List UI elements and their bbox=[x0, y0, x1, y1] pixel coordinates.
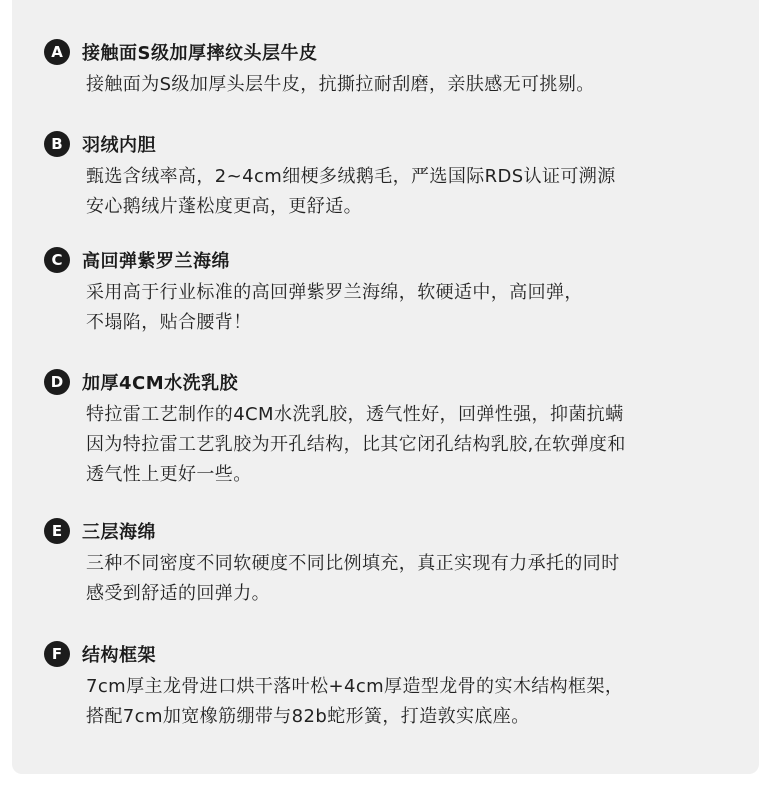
feature-header bbox=[44, 368, 744, 396]
description-line: 接触面为S级加厚头层牛皮，抗撕拉耐刮磨，亲肤感无可挑剔。 bbox=[86, 74, 595, 95]
description-line: 采用高于行业标准的高回弹紫罗兰海绵，软硬适中，高回弹， bbox=[86, 282, 583, 303]
feature-item-b bbox=[44, 130, 744, 222]
feature-title: 高回弹紫罗兰海绵 bbox=[82, 251, 230, 272]
description-line: 7cm厚主龙骨进口烘干落叶松+4cm厚造型龙骨的实木结构框架， bbox=[86, 676, 624, 697]
feature-description bbox=[86, 70, 744, 100]
feature-description bbox=[86, 549, 744, 609]
feature-item-a bbox=[44, 38, 744, 100]
feature-item-d bbox=[44, 368, 744, 490]
description-line: 三种不同密度不同软硬度不同比例填充，真正实现有力承托的同时 bbox=[86, 553, 620, 574]
feature-header bbox=[44, 246, 744, 274]
letter-badge: E bbox=[44, 518, 70, 544]
feature-title: 接触面S级加厚摔纹头层牛皮 bbox=[82, 43, 318, 64]
letter-badge: A bbox=[44, 39, 70, 65]
feature-title: 加厚4CM水洗乳胶 bbox=[82, 373, 239, 394]
letter-badge: D bbox=[44, 369, 70, 395]
feature-title: 三层海绵 bbox=[82, 522, 156, 543]
letter-badge: C bbox=[44, 247, 70, 273]
description-line: 特拉雷工艺制作的4CM水洗乳胶，透气性好，回弹性强，抑菌抗螨 bbox=[86, 404, 624, 425]
feature-description bbox=[86, 162, 744, 222]
feature-title: 羽绒内胆 bbox=[82, 135, 156, 156]
description-line: 透气性上更好一些。 bbox=[86, 464, 252, 485]
feature-description bbox=[86, 278, 744, 338]
feature-header bbox=[44, 38, 744, 66]
feature-header bbox=[44, 517, 744, 545]
letter-badge: F bbox=[44, 641, 70, 667]
feature-card bbox=[12, 0, 759, 774]
feature-header bbox=[44, 130, 744, 158]
description-line: 搭配7cm加宽橡筋绷带与82b蛇形簧，打造敦实底座。 bbox=[86, 706, 530, 727]
feature-item-c bbox=[44, 246, 744, 338]
description-line: 感受到舒适的回弹力。 bbox=[86, 583, 270, 604]
feature-item-e bbox=[44, 517, 744, 609]
letter-badge: B bbox=[44, 131, 70, 157]
description-line: 因为特拉雷工艺乳胶为开孔结构，比其它闭孔结构乳胶,在软弹度和 bbox=[86, 434, 626, 455]
description-line: 安心鹅绒片蓬松度更高，更舒适。 bbox=[86, 196, 362, 217]
feature-title: 结构框架 bbox=[82, 645, 156, 666]
feature-header bbox=[44, 640, 744, 668]
description-line: 不塌陷，贴合腰背！ bbox=[86, 312, 252, 333]
description-line: 甄选含绒率高，2~4cm细梗多绒鹅毛，严选国际RDS认证可溯源 bbox=[86, 166, 616, 187]
feature-description bbox=[86, 400, 744, 490]
feature-description bbox=[86, 672, 744, 732]
feature-item-f bbox=[44, 640, 744, 732]
